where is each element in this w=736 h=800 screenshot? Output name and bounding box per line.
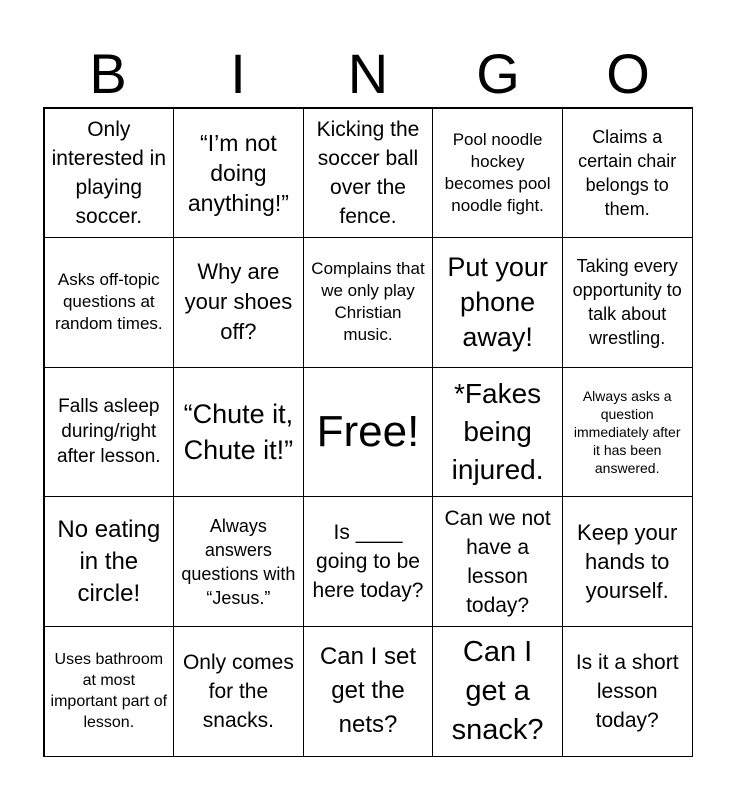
cell-text: Only comes for the snacks. <box>182 650 294 732</box>
bingo-cell-16[interactable] <box>44 496 175 627</box>
bingo-cell-3[interactable] <box>303 108 434 239</box>
bingo-cell-1[interactable] <box>44 108 175 239</box>
header-letter-n: N <box>347 42 389 105</box>
bingo-cell-12[interactable] <box>173 367 304 498</box>
bingo-cell-21[interactable] <box>44 626 175 757</box>
cell-text: Always asks a question immediately after it has been answered. <box>573 387 681 476</box>
free-space-text: Free! <box>316 406 420 456</box>
cell-text: Pool noodle hockey becomes pool noodle fight. <box>444 129 551 215</box>
cell-text: *Fakes being injured. <box>451 377 544 485</box>
bingo-cell-20[interactable] <box>562 496 693 627</box>
cell-text: Put your phone away! <box>447 251 548 352</box>
bingo-header <box>43 44 693 104</box>
bingo-cell-5[interactable] <box>562 108 693 239</box>
cell-text: Can I get a snack? <box>451 635 544 746</box>
bingo-cell-free[interactable] <box>303 367 434 498</box>
cell-text: Is ____ going to be here today? <box>312 521 424 603</box>
bingo-cell-7[interactable] <box>173 237 304 368</box>
cell-text: Can I set get the nets? <box>319 643 417 739</box>
cell-text: Always answers questions with “Jesus.” <box>181 515 296 608</box>
bingo-cell-23[interactable] <box>303 626 434 757</box>
bingo-cell-24[interactable] <box>432 626 563 757</box>
cell-text: Can we not have a lesson today? <box>444 506 551 617</box>
bingo-cell-14[interactable] <box>432 367 563 498</box>
cell-text: Falls asleep during/right after lesson. <box>57 396 161 468</box>
bingo-cell-17[interactable] <box>173 496 304 627</box>
bingo-cell-10[interactable] <box>562 237 693 368</box>
bingo-cell-11[interactable] <box>44 367 175 498</box>
header-letter-g: G <box>476 42 520 105</box>
cell-text: Claims a certain chair belongs to them. <box>578 126 677 219</box>
cell-text: “I’m not doing anything!” <box>187 129 289 216</box>
bingo-cell-9[interactable] <box>432 237 563 368</box>
cell-text: Complains that we only play Christian music. <box>311 259 425 345</box>
bingo-cell-6[interactable] <box>44 237 175 368</box>
cell-text: Asks off-topic questions at random times. <box>54 270 163 334</box>
bingo-cell-18[interactable] <box>303 496 434 627</box>
bingo-cell-25[interactable] <box>562 626 693 757</box>
bingo-cell-8[interactable] <box>303 237 434 368</box>
bingo-cell-22[interactable] <box>173 626 304 757</box>
header-letter-o: O <box>606 42 650 105</box>
cell-text: “Chute it, Chute it!” <box>183 398 294 465</box>
bingo-cell-2[interactable] <box>173 108 304 239</box>
header-letter-i: I <box>230 42 246 105</box>
cell-text: Only interested in playing soccer. <box>51 117 166 228</box>
bingo-card <box>43 107 693 757</box>
cell-text: Kicking the soccer ball over the fence. <box>316 117 420 228</box>
bingo-cell-19[interactable] <box>432 496 563 627</box>
bingo-cell-15[interactable] <box>562 367 693 498</box>
cell-text: No eating in the circle! <box>57 515 161 607</box>
bingo-cell-4[interactable] <box>432 108 563 239</box>
cell-text: Taking every opportunity to talk about wrestling. <box>572 256 682 349</box>
cell-text: Is it a short lesson today? <box>575 650 679 732</box>
header-letter-b: B <box>89 42 127 105</box>
cell-text: Why are your shoes off? <box>184 259 293 345</box>
cell-text: Uses bathroom at most important part of lesson. <box>50 651 168 732</box>
cell-text: Keep your hands to yourself. <box>577 520 678 604</box>
